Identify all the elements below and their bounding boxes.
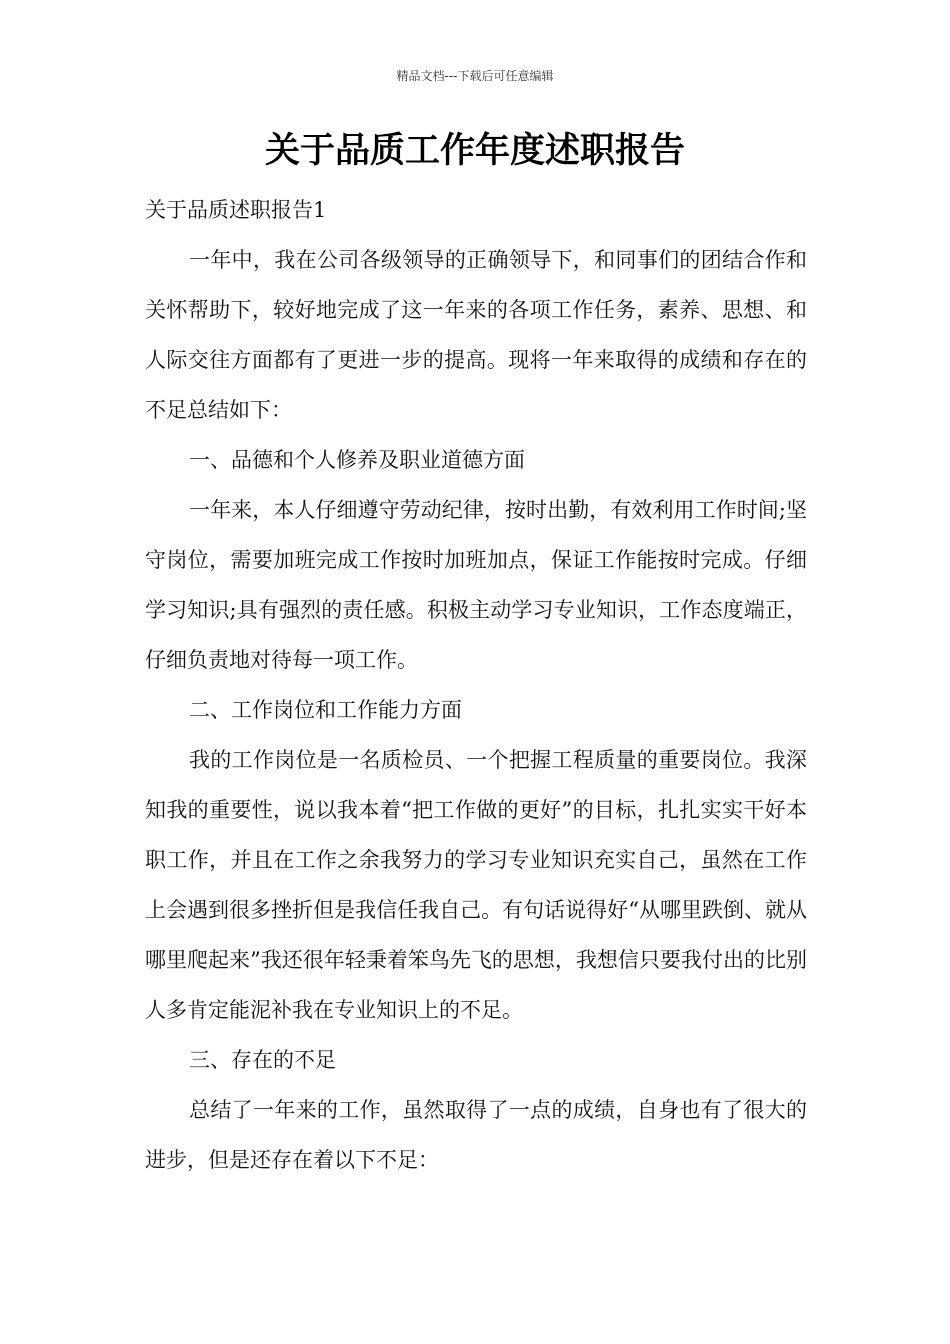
section-heading-ethics: 一、品德和个人修养及职业道德方面: [189, 448, 525, 472]
paragraph-ethics: 一年来，本人仔细遵守劳动纪律，按时出勤，有效利用工作时间;坚守岗位，需要加班完成工作按时加班加点，保证工作能按时完成。仔细学习知识;具有强烈的责任感。积极主动学习专业知识，工作态度端正，仔细负责地对待每一项工作。: [145, 498, 807, 672]
header-note: 精品文档---下载后可任意编辑: [396, 69, 554, 83]
paragraph-shortcomings: 总结了一年来的工作，虽然取得了一点的成绩，自身也有了很大的进步，但是还存在着以下不足：: [145, 1098, 807, 1172]
paragraph-intro: 一年中，我在公司各级领导的正确领导下，和同事们的团结合作和关怀帮助下，较好地完成了这一年来的各项工作任务，素养、思想、和人际交往方面都有了更进一步的提高。现将一年来取得的成绩和存在的不足总结如下：: [145, 248, 807, 422]
section-heading-shortcomings: 三、存在的不足: [189, 1048, 336, 1072]
report-subtitle: 关于品质述职报告1: [145, 198, 327, 222]
document-title: 关于品质工作年度述职报告: [264, 130, 685, 171]
paragraph-work: 我的工作岗位是一名质检员、一个把握工程质量的重要岗位。我深知我的重要性，说以我本着“把工作做的更好”的目标，扎扎实实干好本职工作，并且在工作之余我努力的学习专业知识充实自己，虽然在工作上会遇到很多挫折但是我信任我自己。有句话说得好“从哪里跌倒、就从哪里爬起来”我还很年轻秉着笨鸟先飞的思想，我想信只要我付出的比别人多肯定能泥补我在专业知识上的不足。: [145, 748, 807, 1022]
document-body: [145, 185, 807, 1185]
section-heading-work: 二、工作岗位和工作能力方面: [189, 698, 462, 722]
